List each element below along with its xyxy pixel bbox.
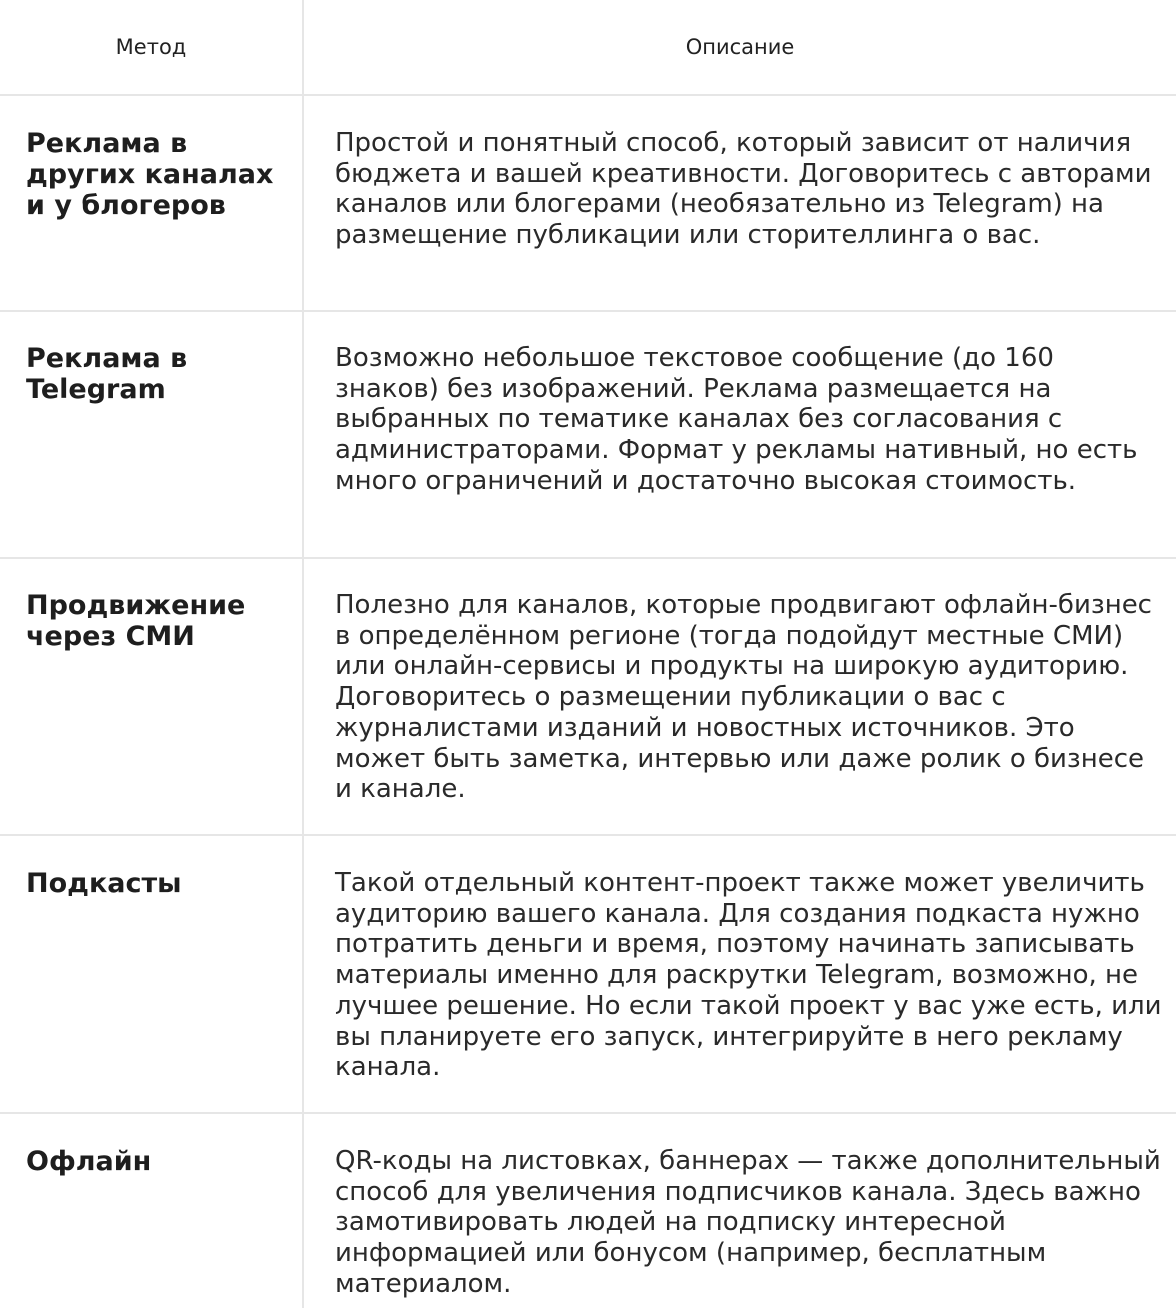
header-method: Метод <box>115 35 187 59</box>
row-4-description: Такой отдельный контент-проект также может увеличить аудиторию вашего канала. Для создания подкаста нужно потратить деньги и время, поэтому начинать записывать материалы именно для раскрутки Telegram, возможно, не лучшее решение. Но если такой проект у вас уже есть, или вы планируете его запуск, интегрируйте в него рекламу канала. <box>335 868 1162 1083</box>
row-2-method: Реклама в Telegram <box>26 343 188 405</box>
row-divider <box>0 310 1176 312</box>
row-5-method: Офлайн <box>26 1146 152 1177</box>
row-5-description: QR-коды на листовках, баннерах — также дополнительный способ для увеличения подписчиков канала. Здесь важно замотивировать людей на подписку интересной информацией или бонусом (например, бесплатным материалом. <box>335 1146 1161 1299</box>
row-1-method: Реклама в других каналах и у блогеров <box>26 128 274 221</box>
row-4-method: Подкасты <box>26 868 182 899</box>
row-divider <box>0 834 1176 836</box>
row-divider <box>0 557 1176 559</box>
row-divider <box>0 1112 1176 1114</box>
row-1-description: Простой и понятный способ, который зависит от наличия бюджета и вашей креативности. Договоритесь с авторами каналов или блогерами (необязательно из Telegram) на размещение публикации или сторителлинга о вас. <box>335 128 1152 251</box>
row-divider <box>0 94 1176 96</box>
row-2-description: Возможно небольшое текстовое сообщение (до 160 знаков) без изображений. Реклама размещается на выбранных по тематике каналах без согласования с администраторами. Формат у рекламы нативный, но есть много ограничений и достаточно высокая стоимость. <box>335 343 1138 496</box>
row-3-description: Полезно для каналов, которые продвигают офлайн-бизнес в определённом регионе (тогда подойдут местные СМИ) или онлайн-сервисы и продукты на широкую аудиторию. Договоритесь о размещении публикации о вас с журналистами изданий и новостных источников. Это может быть заметка, интервью или даже ролик о бизнесе и канале. <box>335 590 1152 805</box>
row-3-method: Продвижение через СМИ <box>26 590 246 652</box>
header-description: Описание <box>685 35 795 59</box>
